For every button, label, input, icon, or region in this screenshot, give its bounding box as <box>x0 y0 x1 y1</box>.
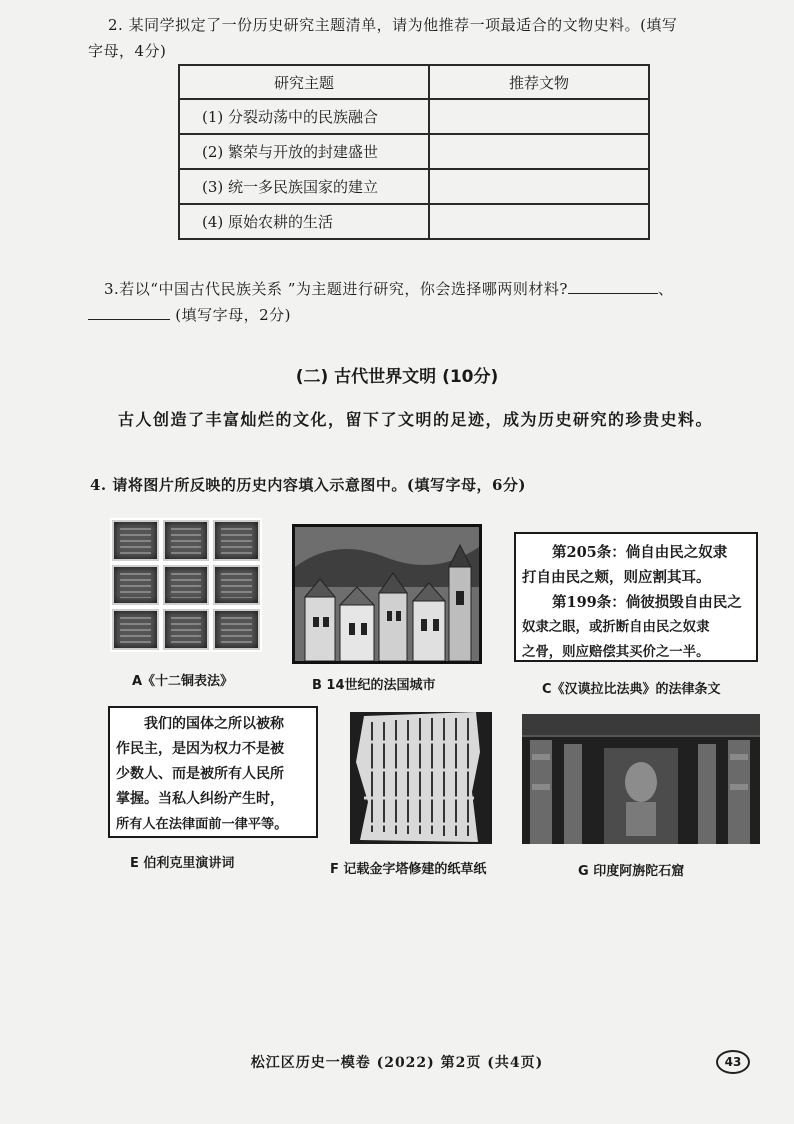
section-title: (二) 古代世界文明 (10分) <box>295 367 499 387</box>
figure-g-caption: G 印度阿旃陀石窟 <box>578 864 685 879</box>
answer-blank-1[interactable] <box>568 293 658 294</box>
answer-blank-2[interactable] <box>88 319 170 320</box>
c-line: 第205条：倘自由民之奴隶 <box>552 544 728 561</box>
answer-cell[interactable] <box>429 134 649 169</box>
research-topic-table <box>178 64 650 240</box>
c-line: 第199条：倘彼损毁自由民之 <box>552 594 742 611</box>
topic-cell: (1) 分裂动荡中的民族融合 <box>179 99 429 134</box>
q3-line2 <box>88 302 291 328</box>
c-line: 之骨，则应赔偿其买价之一半。 <box>522 644 710 660</box>
q3-separator: 、 <box>657 280 674 298</box>
e-line: 掌握。当私人纠纷产生时， <box>116 791 284 807</box>
french-city-image <box>292 524 482 664</box>
answer-cell[interactable] <box>429 99 649 134</box>
ajanta-caves-illustration <box>522 714 760 844</box>
table-header-topic: 研究主题 <box>179 65 429 99</box>
twelve-tables-image <box>110 518 262 652</box>
table-row <box>179 204 649 239</box>
figure-b-caption: B 14世纪的法国城市 <box>312 678 436 693</box>
topic-cell: (3) 统一多民族国家的建立 <box>179 169 429 204</box>
table-row <box>179 99 649 134</box>
page-number-circle: 43 <box>716 1050 750 1074</box>
q3-line1 <box>104 276 673 302</box>
table-header-recommend: 推荐文物 <box>429 65 649 99</box>
intro-text: 古人创造了丰富灿烂的文化，留下了文明的足迹，成为历史研究的珍贵史料。 <box>118 410 714 429</box>
figure-a-caption: A《十二铜表法》 <box>132 674 234 689</box>
e-line: 我们的国体之所以被称 <box>144 716 284 732</box>
q2-text-line1: 2. 某同学拟定了一份历史研究主题清单，请为他推荐一项最适合的文物史料。(填写 <box>108 16 678 34</box>
papyrus-image <box>350 712 492 844</box>
hammurabi-text-box <box>514 532 758 662</box>
q4-text: 4. 请将图片所反映的历史内容填入示意图中。(填写字母，6分) <box>90 476 527 494</box>
q2-text-line2: 字母，4分) <box>88 42 167 60</box>
ajanta-caves-image <box>522 714 760 844</box>
figure-f-caption: F 记载金字塔修建的纸草纸 <box>330 862 487 877</box>
table-row <box>179 169 649 204</box>
c-line: 打自由民之颊，则应割其耳。 <box>522 569 711 586</box>
figure-e-caption: E 伯利克里演讲词 <box>130 856 235 871</box>
page-footer: 松江区历史一模卷 (2022) 第2页 (共4页) <box>250 1055 544 1071</box>
figure-c-caption: C《汉谟拉比法典》的法律条文 <box>542 682 721 697</box>
answer-cell[interactable] <box>429 169 649 204</box>
pericles-text-box <box>108 706 318 838</box>
section-intro <box>88 404 748 436</box>
q3-text-line2: (填写字母，2分) <box>175 306 292 324</box>
answer-cell[interactable] <box>429 204 649 239</box>
e-line: 少数人、而是被所有人民所 <box>116 766 284 782</box>
topic-cell: (2) 繁荣与开放的封建盛世 <box>179 134 429 169</box>
c-line: 奴隶之眼，或折断自由民之奴隶 <box>522 619 710 635</box>
topic-cell: (4) 原始农耕的生活 <box>179 204 429 239</box>
e-line: 所有人在法律面前一律平等。 <box>116 817 288 832</box>
french-city-illustration <box>295 527 479 661</box>
e-line: 作民主，是因为权力不是被 <box>116 741 284 757</box>
papyrus-illustration <box>350 712 492 844</box>
q3-text-line1: 3.若以“中国古代民族关系 ”为主题进行研究，你会选择哪两则材料? <box>104 280 568 298</box>
table-row <box>179 134 649 169</box>
